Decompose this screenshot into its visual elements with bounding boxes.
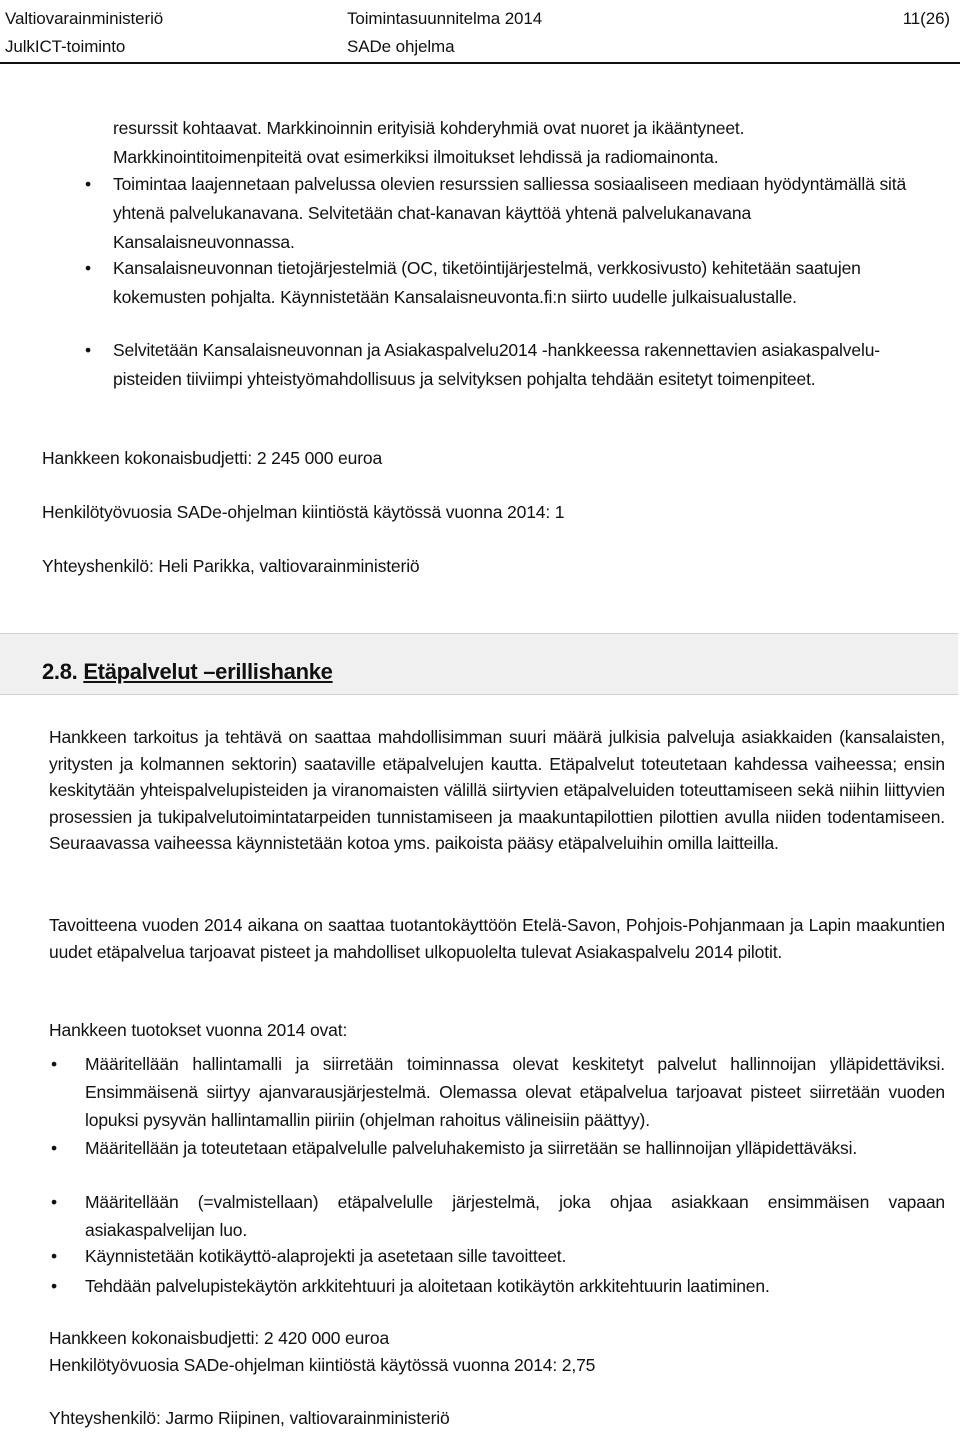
header-divider — [0, 62, 960, 64]
paragraph: Hankkeen tarkoitus ja tehtävä on saattaa mahdollisimman suuri määrä julkisia palveluja asiakkaiden (kansalaisten, yritysten ja kolmannen sektorin) saataville etäpalvelujen kautta. Etäpalvelut toteutetaan kahdessa vaiheessa; ensin keskitytään yhteispalvelupisteiden ja viranomaisten välillä siirtyvien etäpalveluiden toteuttamiseen sekä niihin liittyvien prosessien ja tukipalvelutoimintatarpeiden tunnistamiseen ja maakuntapilottien pilottien avulla niiden todentamiseen. Seuraavassa vaiheessa käynnistetään kotoa yms. paikoista pääsy etäpalveluihin omilla laitteilla. — [49, 727, 945, 853]
list-item-text: Määritellään (=valmistellaan) etäpalvelulle järjestelmä, joka ohjaa asiakkaan ensimmäisen vapaan asiakaspalvelijan luo. — [85, 1192, 945, 1240]
header-org: Valtiovarainministeriö — [5, 9, 164, 28]
header-program: SADe ohjelma — [347, 37, 455, 56]
list-item — [51, 1050, 945, 1134]
budget-text: Hankkeen kokonaisbudjetti: 2 420 000 euroa — [49, 1328, 390, 1348]
section-title-text: Etäpalvelut –erillishanke — [83, 659, 333, 684]
list-item-text: Käynnistetään kotikäyttö-alaprojekti ja asetetaan sille tavoitteet. — [85, 1246, 567, 1266]
list-item — [85, 170, 928, 257]
list-item-text: Selvitetään Kansalaisneuvonnan ja Asiakaspalvelu2014 -hankkeessa rakennettavien asiakaspalvelu-pisteiden tiiviimpi yhteistyömahdollisuus ja selvityksen pohjalta tehdään esitetyt toimenpiteet. — [113, 340, 880, 389]
bullet-icon: • — [85, 174, 91, 194]
header-row-2 — [0, 32, 960, 62]
person-years-text: Henkilötyövuosia SADe-ohjelman kiintiöstä käytössä vuonna 2014: 1 — [42, 502, 565, 522]
bullet-icon: • — [51, 1192, 57, 1212]
contact-text: Yhteyshenkilö: Jarmo Riipinen, valtiovarainministeriö — [49, 1408, 450, 1428]
bullet-icon: • — [51, 1276, 57, 1296]
list-item — [51, 1188, 945, 1244]
list-item — [51, 1272, 945, 1300]
continuation-line: Markkinointitoimenpiteitä ovat esimerkiksi ilmoitukset lehdissä ja radiomainonta. — [113, 147, 719, 167]
list-item — [85, 336, 928, 394]
bullet-icon: • — [51, 1138, 57, 1158]
person-years-text: Henkilötyövuosia SADe-ohjelman kiintiöstä käytössä vuonna 2014: 2,75 — [49, 1355, 596, 1375]
contact-text: Yhteyshenkilö: Heli Parikka, valtiovarainministeriö — [42, 556, 420, 576]
paragraph: Tavoitteena vuoden 2014 aikana on saattaa tuotantokäyttöön Etelä-Savon, Pohjois-Pohjanmaan ja Lapin maakuntien uudet etäpalvelua tarjoavat pisteet ja mahdolliset ulkopuolelta tulevat Asiakaspalvelu 2014 pilotit. — [49, 915, 945, 962]
bullet-icon: • — [85, 258, 91, 278]
header-unit: JulkICT-toiminto — [5, 37, 126, 56]
outputs-heading: Hankkeen tuotokset vuonna 2014 ovat: — [49, 1020, 348, 1040]
budget-text: Hankkeen kokonaisbudjetti: 2 245 000 euroa — [42, 448, 383, 468]
continuation-line: resurssit kohtaavat. Markkinoinnin erityisiä kohderyhmiä ovat nuoret ja ikääntyneet. — [113, 118, 745, 138]
section-number: 2.8. — [42, 659, 78, 684]
list-item — [85, 254, 928, 312]
list-item — [51, 1242, 945, 1270]
header-page-number: 11(26) — [902, 9, 950, 28]
list-item-text: Kansalaisneuvonnan tietojärjestelmiä (OC, tiketöintijärjestelmä, verkkosivusto) kehitetään saatujen kokemusten pohjalta. Käynnistetään Kansalaisneuvonta.fi:n siirto uudelle julkaisualustalle. — [113, 258, 861, 307]
page-header — [0, 0, 960, 64]
list-item-text: Määritellään hallintamalli ja siirretään toiminnassa olevat keskitetyt palvelut hallinnoijan ylläpidettäviksi. Ensimmäisenä siirtyy ajanvarausjärjestelmä. Olemassa olevat etäpalvelua tarjoavat pisteet siirretään vuoden lopuksi pysyvän hallintamallin piiriin (ohjelman rahoitus välineisiin päättyy). — [85, 1054, 945, 1130]
bullet-icon: • — [85, 340, 91, 360]
list-item-text: Tehdään palvelupistekäytön arkkitehtuuri ja aloitetaan kotikäytön arkkitehtuurin laatiminen. — [85, 1276, 770, 1296]
header-doc-title: Toimintasuunnitelma 2014 — [347, 9, 543, 28]
list-item-text: Toimintaa laajennetaan palvelussa olevien resurssien salliessa sosiaaliseen mediaan hyödyntämällä sitä yhtenä palvelukanavana. Selvitetään chat-kanavan käyttöä yhtenä palvelukanavana Kansalaisneuvonnassa. — [113, 174, 907, 252]
list-item — [51, 1134, 945, 1162]
bullet-icon: • — [51, 1246, 57, 1266]
list-item-text: Määritellään ja toteutetaan etäpalvelulle palveluhakemisto ja siirretään se hallinnoijan ylläpidettäväksi. — [85, 1138, 858, 1158]
bullet-icon: • — [51, 1054, 57, 1074]
section-title — [42, 659, 333, 685]
header-row-1 — [0, 4, 960, 34]
